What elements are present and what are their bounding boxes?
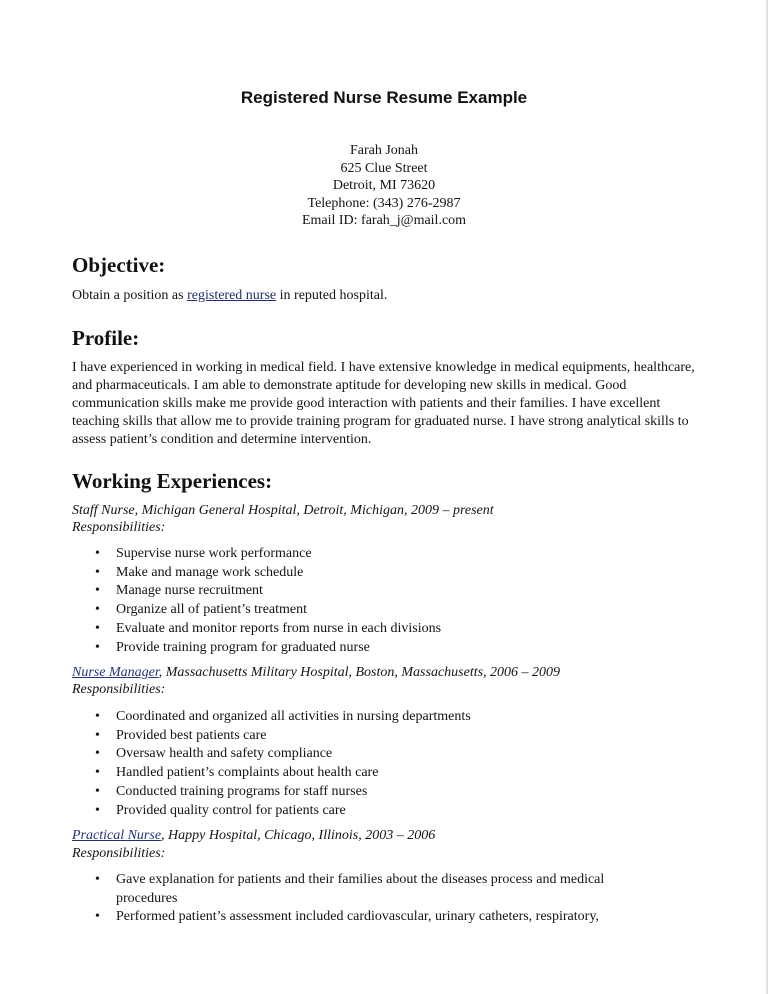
objective-heading: Objective:	[72, 253, 166, 277]
responsibility-list	[95, 708, 655, 820]
objective-text	[72, 287, 712, 305]
list-item: • Performed patient’s assessment included cardiovascular, urinary catheters, respiratory,	[95, 908, 645, 927]
list-item: • Manage nurse recruitment	[95, 582, 655, 601]
job-title-line	[72, 664, 732, 682]
nurse-manager-link[interactable]: Nurse Manager	[72, 665, 159, 680]
job-title-line	[72, 502, 732, 520]
list-item: • Evaluate and monitor reports from nurse in each divisions	[95, 620, 655, 639]
profile-text: I have experienced in working in medical field. I have extensive knowledge in medical equipments, healthcare, and pharmaceuticals. I am able to demonstrate aptitude for developing new skills in medical. Good communication skills make me provide good interaction with patients and their families. I have excellent teaching skills that allow me to provide training program for graduated nurse. I have strong analytical skills to assess patient’s condition and determine intervention.	[72, 360, 695, 447]
list-item: • Supervise nurse work performance	[95, 545, 655, 564]
contact-block	[0, 142, 768, 230]
responsibilities-label: Responsibilities:	[72, 520, 166, 535]
objective-text-before: Obtain a position as	[72, 288, 188, 303]
responsibility-list	[95, 545, 655, 657]
profile-heading: Profile:	[72, 326, 140, 350]
list-item: • Gave explanation for patients and their families about the diseases process and medical procedures	[95, 871, 645, 908]
list-item: • Conducted training programs for staff nurses	[95, 783, 655, 802]
list-item: • Provided best patients care	[95, 727, 655, 746]
practical-nurse-link[interactable]: Practical Nurse	[72, 828, 162, 843]
document-title: Registered Nurse Resume Example	[240, 88, 528, 107]
responsibilities-label: Responsibilities:	[72, 846, 166, 861]
contact-email: Email ID: farah_j@mail.com	[301, 213, 467, 229]
job-role: Staff Nurse	[72, 503, 135, 518]
responsibilities-label: Responsibilities:	[72, 682, 166, 697]
job-details: , Happy Hospital, Chicago, Illinois, 2003 – 2006	[161, 828, 436, 843]
objective-text-after: in reputed hospital.	[276, 288, 388, 303]
responsibility-list	[95, 871, 645, 927]
list-item: • Oversaw health and safety compliance	[95, 745, 655, 764]
experience-heading: Working Experiences:	[72, 469, 273, 493]
job-details: , Michigan General Hospital, Detroit, Michigan, 2009 – present	[134, 503, 494, 518]
contact-street: 625 Clue Street	[340, 160, 428, 176]
list-item: • Coordinated and organized all activities in nursing departments	[95, 708, 655, 727]
list-item: • Organize all of patient’s treatment	[95, 601, 655, 620]
job-title-line	[72, 827, 732, 845]
contact-city: Detroit, MI 73620	[332, 178, 436, 194]
list-item: • Provided quality control for patients care	[95, 802, 655, 821]
registered-nurse-link[interactable]: registered nurse	[187, 288, 277, 303]
contact-name: Farah Jonah	[349, 143, 419, 158]
job-details: , Massachusetts Military Hospital, Boston, Massachusetts, 2006 – 2009	[158, 665, 561, 680]
list-item: • Handled patient’s complaints about health care	[95, 764, 655, 783]
contact-telephone: Telephone: (343) 276-2987	[307, 195, 461, 211]
list-item: • Provide training program for graduated nurse	[95, 639, 655, 658]
list-item: • Make and manage work schedule	[95, 564, 655, 583]
